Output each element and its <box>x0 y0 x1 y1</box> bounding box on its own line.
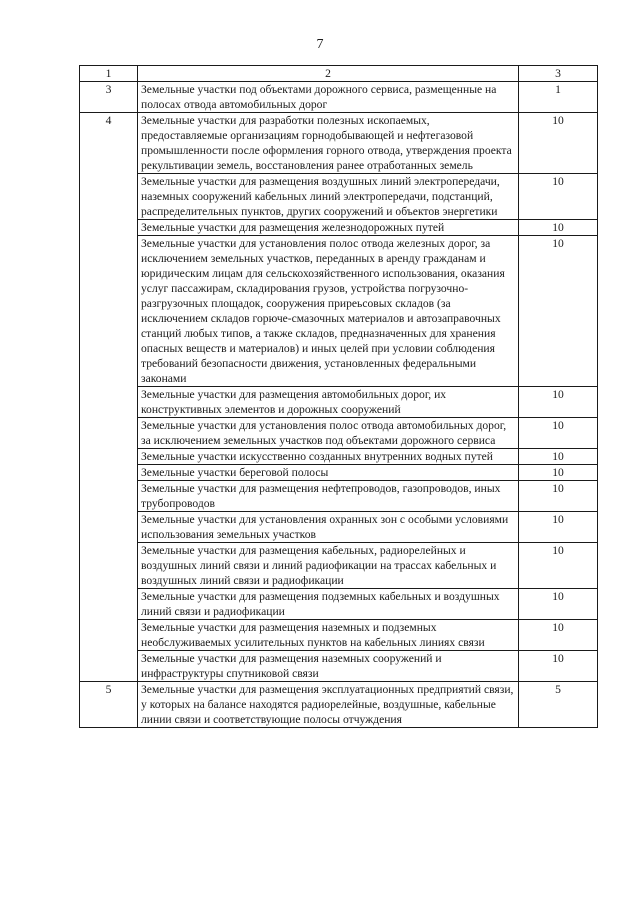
row-value: 1 <box>519 82 598 113</box>
row-number: 3 <box>80 82 138 113</box>
table-row <box>80 418 598 449</box>
header-col-3: 3 <box>519 66 598 82</box>
row-description: Земельные участки для размещения кабельных, радиорелейных и воздушных линий связи и линий радиофикации на трассах кабельных и воздушных линий связи и радиофикации <box>138 543 519 589</box>
row-value: 10 <box>519 481 598 512</box>
row-number: 5 <box>80 682 138 728</box>
row-number <box>80 220 138 236</box>
row-description: Земельные участки для размещения подземных кабельных и воздушных линий связи и радиофикации <box>138 589 519 620</box>
row-number <box>80 449 138 465</box>
table-row <box>80 682 598 728</box>
row-value: 10 <box>519 174 598 220</box>
row-number <box>80 418 138 449</box>
row-value: 10 <box>519 418 598 449</box>
row-number <box>80 589 138 620</box>
row-value: 10 <box>519 512 598 543</box>
row-value: 10 <box>519 449 598 465</box>
row-value: 10 <box>519 236 598 387</box>
table-row <box>80 651 598 682</box>
table-row <box>80 465 598 481</box>
row-number <box>80 481 138 512</box>
row-description: Земельные участки искусственно созданных внутренних водных путей <box>138 449 519 465</box>
row-number <box>80 651 138 682</box>
row-value: 10 <box>519 589 598 620</box>
row-value: 10 <box>519 620 598 651</box>
row-number <box>80 174 138 220</box>
row-number <box>80 465 138 481</box>
row-value: 10 <box>519 387 598 418</box>
row-description: Земельные участки береговой полосы <box>138 465 519 481</box>
row-description: Земельные участки для установления полос отвода автомобильных дорог, за исключением земельных участков под объектами дорожного сервиса <box>138 418 519 449</box>
table-row <box>80 620 598 651</box>
table-header-row <box>80 66 598 82</box>
row-number <box>80 620 138 651</box>
row-description: Земельные участки для размещения автомобильных дорог, их конструктивных элементов и дорожных сооружений <box>138 387 519 418</box>
row-description: Земельные участки для размещения эксплуатационных предприятий связи, у которых на балансе находятся радиорелейные, воздушные, кабельные линии связи и соответствующие полосы отчуждения <box>138 682 519 728</box>
land-plot-table <box>79 65 598 728</box>
row-number <box>80 236 138 387</box>
table-row <box>80 82 598 113</box>
row-value: 10 <box>519 465 598 481</box>
row-description: Земельные участки для размещения наземных и подземных необслуживаемых усилительных пунктов на кабельных линиях связи <box>138 620 519 651</box>
table-row <box>80 236 598 387</box>
header-col-2: 2 <box>138 66 519 82</box>
row-description: Земельные участки для разработки полезных ископаемых, предоставляемые организациям горнодобывающей и нефтегазовой промышленности после оформления горного отвода, утверждения проекта рекультивации земель, восстановления ранее отработанных земель <box>138 113 519 174</box>
row-number: 4 <box>80 113 138 174</box>
row-value: 10 <box>519 113 598 174</box>
table-row <box>80 113 598 174</box>
row-value: 10 <box>519 543 598 589</box>
row-value: 5 <box>519 682 598 728</box>
row-number <box>80 512 138 543</box>
row-number <box>80 387 138 418</box>
row-description: Земельные участки для размещения нефтепроводов, газопроводов, иных трубопроводов <box>138 481 519 512</box>
table-row <box>80 481 598 512</box>
row-value: 10 <box>519 651 598 682</box>
row-description: Земельные участки под объектами дорожного сервиса, размещенные на полосах отвода автомобильных дорог <box>138 82 519 113</box>
row-number <box>80 543 138 589</box>
table-row <box>80 543 598 589</box>
header-col-1: 1 <box>80 66 138 82</box>
row-description: Земельные участки для размещения воздушных линий электропередачи, наземных сооружений кабельных линий электропередачи, подстанций, распределительных пунктов, других сооружений и объектов энергетики <box>138 174 519 220</box>
row-description: Земельные участки для размещения железнодорожных путей <box>138 220 519 236</box>
table-row <box>80 174 598 220</box>
row-description: Земельные участки для размещения наземных сооружений и инфраструктуры спутниковой связи <box>138 651 519 682</box>
table-row <box>80 512 598 543</box>
table-row <box>80 449 598 465</box>
row-value: 10 <box>519 220 598 236</box>
table-row <box>80 387 598 418</box>
table-row <box>80 589 598 620</box>
row-description: Земельные участки для установления охранных зон с особыми условиями использования земельных участков <box>138 512 519 543</box>
table-row <box>80 220 598 236</box>
row-description: Земельные участки для установления полос отвода железных дорог, за исключением земельных участков, переданных в аренду гражданам и юридическим лицам для сельскохозяйственного использования, оказания услуг пассажирам, складирования грузов, устройства погрузочно-разгрузочных площадок, сооружения приреьсовых складов (за исключением складов горюче-смазочных материалов и автозаправочных станций любых типов, а также складов, предназначенных для хранения опасных веществ и материалов) и иных целей при условии соблюдения требований безопасности движения, установленных федеральными законами <box>138 236 519 387</box>
page-number: 7 <box>316 37 324 52</box>
